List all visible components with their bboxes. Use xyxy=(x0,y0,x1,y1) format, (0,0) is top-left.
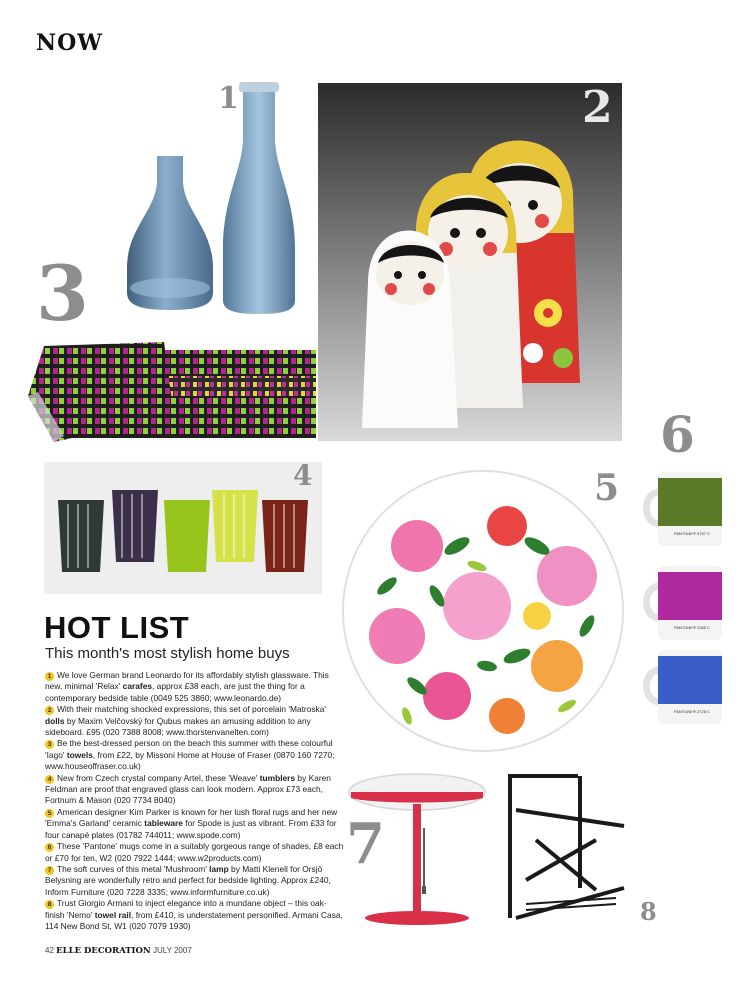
item-text: These 'Pantone' mugs come in a suitably gorgeous range of shades, £8 each or £70 for ten, W2 (020 7922 1444; www.w2products.com) xyxy=(45,841,344,863)
towel-rail-photo xyxy=(496,770,636,930)
list-item xyxy=(45,864,345,898)
product-number: 2 xyxy=(582,82,613,133)
item-text: With their matching shocked expressions, this set of porcelain 'Matroska' xyxy=(57,704,326,715)
list-item xyxy=(45,738,345,772)
item-text: , from £410, is understatement personified. Armani Casa, 114 New Bond St, W1 (020 7079 1930) xyxy=(45,909,343,931)
list-item xyxy=(45,841,345,864)
item-text: for Spode is just as vibrant. From £33 for four canapé plates (01782 744011; www.spode.com) xyxy=(45,818,337,840)
mug-label: PANTONE® 5757 C xyxy=(674,531,710,536)
item-text: New from Czech crystal company Artel, these 'Weave' xyxy=(57,772,260,783)
mug-color-band xyxy=(658,572,722,620)
item-text: We love German brand Leonardo for its affordably stylish glassware. This new, minimal 'Relax' xyxy=(45,670,329,692)
item-number-badge: 6 xyxy=(45,843,54,852)
item-text: Be the best-dressed person on the beach this summer with these colourful 'Iago' xyxy=(45,738,333,760)
item-keyword: towel rail xyxy=(94,909,132,920)
item-text: , from £22, by Missoni Home at House of Fraser (0870 160 7270; www.houseoffraser.co.uk) xyxy=(45,749,335,772)
product-number: 6 xyxy=(660,405,695,464)
page-title: HOT LIST xyxy=(44,610,190,645)
mug-color-band xyxy=(658,656,722,704)
item-text: The soft curves of this metal 'Mushroom' xyxy=(57,863,210,874)
dolls-photo xyxy=(318,83,622,441)
item-number-badge: 7 xyxy=(45,866,54,875)
list-item xyxy=(45,898,345,932)
item-text: by Matti Klenell for Orsjö Belysning are wonderfully retro and perfect for bedside lighting. Approx £240, Inform Furniture (020 7228 3335; www.informfurniture.co.uk) xyxy=(45,863,331,897)
item-keyword: tumblers xyxy=(259,772,296,783)
item-number-badge: 5 xyxy=(45,809,54,818)
item-text: by Karen Feldman are proof that engraved glass can look modern. Approx £73 each, Fortnum & Mason (020 7734 8040) xyxy=(45,772,331,806)
tumblers-photo xyxy=(44,459,322,594)
page-footer xyxy=(45,946,192,956)
mug-color-band xyxy=(658,478,722,526)
product-number: 1 xyxy=(218,81,239,116)
item-text: , approx £38 each, are just the thing for a contemporary bedside table (0049 525 3860; www.leonardo.de) xyxy=(45,681,305,703)
product-number: 5 xyxy=(594,467,620,509)
item-text: Trust Giorgio Armani to inject elegance into a mundane object – this oak-finish 'Nemo' xyxy=(45,898,327,920)
item-keyword: lamp xyxy=(209,863,229,874)
list-item xyxy=(45,704,345,738)
issue-date: JULY 2007 xyxy=(152,946,192,955)
item-text: by Maxim Velčovský for Qubus makes an amusing addition to any sideboard. £95 (020 7388 8008; www.thorstenvanelten.com) xyxy=(45,715,311,738)
hot-list xyxy=(45,670,345,932)
product-number: 8 xyxy=(640,897,657,926)
list-item xyxy=(45,773,345,807)
item-keyword: tableware xyxy=(144,818,183,829)
page-subtitle: This month's most stylish home buys xyxy=(45,645,290,662)
magazine-name: ELLE DECORATION xyxy=(56,946,151,956)
item-number-badge: 8 xyxy=(45,900,54,909)
product-number: 7 xyxy=(346,811,385,877)
mug xyxy=(640,646,726,728)
item-number-badge: 3 xyxy=(45,740,54,749)
mug xyxy=(640,468,726,550)
towels-photo xyxy=(24,326,316,442)
product-number: 3 xyxy=(36,249,89,338)
item-number-badge: 2 xyxy=(45,706,54,715)
mug-label: PANTONE® 2728 C xyxy=(674,709,710,714)
mug xyxy=(640,562,726,644)
item-number-badge: 1 xyxy=(45,672,54,681)
item-text: American designer Kim Parker is known for her lush floral rugs and her new 'Emma's Garland' ceramic xyxy=(45,806,338,829)
page-number: 42 xyxy=(45,946,54,955)
plate-photo xyxy=(337,466,629,756)
item-keyword: carafes xyxy=(122,681,153,692)
product-number: 4 xyxy=(293,459,313,492)
list-item xyxy=(45,807,345,841)
list-item xyxy=(45,670,345,704)
item-keyword: towels xyxy=(66,749,93,760)
item-number-badge: 4 xyxy=(45,775,54,784)
item-keyword: dolls xyxy=(45,715,65,726)
mug-label: PANTONE® 2385 C xyxy=(674,625,710,630)
section-label: NOW xyxy=(36,30,103,56)
